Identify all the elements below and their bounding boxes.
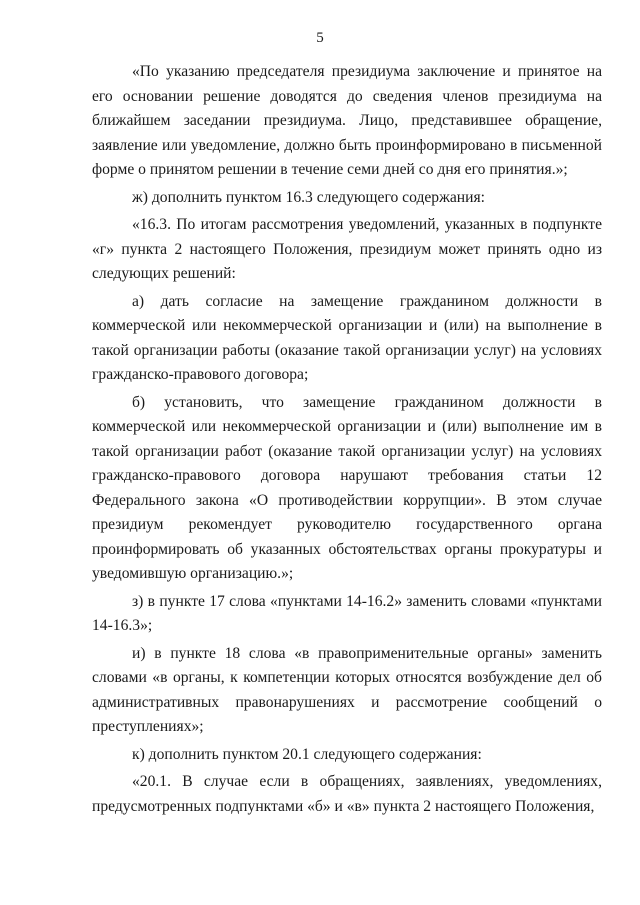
page-number: 5 [316,30,324,46]
paragraph-subitem-b: б) установить, что замещение гражданином должности в коммерческой или некоммерческой организации и (или) выполнение им в такой организации работ (оказание такой организации услуг) на условиях гражданско-правового договора нарушают требования статьи 12 Федерального закона «О противодействии коррупции». В этом случае президиум рекомендует руководителю государственного органа проинформировать об указанных обстоятельствах органы прокуратуры и уведомившую организацию.»; [92,393,602,582]
document-body [92,60,602,822]
paragraph-item-zh: ж) дополнить пунктом 16.3 следующего содержания: [132,188,485,206]
paragraph-item-z: з) в пункте 17 слова «пунктами 14-16.2» заменить словами «пунктами 14-16.3»; [92,592,602,634]
paragraph-item-k: к) дополнить пунктом 20.1 следующего содержания: [132,745,482,763]
paragraph-16-3: «16.3. По итогам рассмотрения уведомлений, указанных в подпункте «г» пункта 2 настоящего Положения, президиум может принять одно из следующих решений: [92,216,602,282]
paragraph-item-i: и) в пункте 18 слова «в правоприменительные органы» заменить словами «в органы, к компетенции которых относятся возбуждение дел об административных правонарушениях и рассмотрение сообщений о преступлениях»; [92,644,602,735]
paragraph-conclusion-notice: «По указанию председателя президиума заключение и принятое на его основании решение доводятся до сведения членов президиума на ближайшем заседании президиума. Лицо, представившее обращение, заявление или уведомление, должно быть проинформировано в письменной форме о принятом решении в течение семи дней со дня его принятия.»; [92,63,602,178]
paragraph-subitem-a: а) дать согласие на замещение гражданином должности в коммерческой или некоммерческой организации и (или) на выполнение в такой организации работы (оказание такой организации услуг) на условиях гражданско-правового договора; [92,292,602,383]
paragraph-20-1: «20.1. В случае если в обращениях, заявлениях, уведомлениях, предусмотренных подпунктами «б» и «в» пункта 2 настоящего Положения, [92,773,602,815]
